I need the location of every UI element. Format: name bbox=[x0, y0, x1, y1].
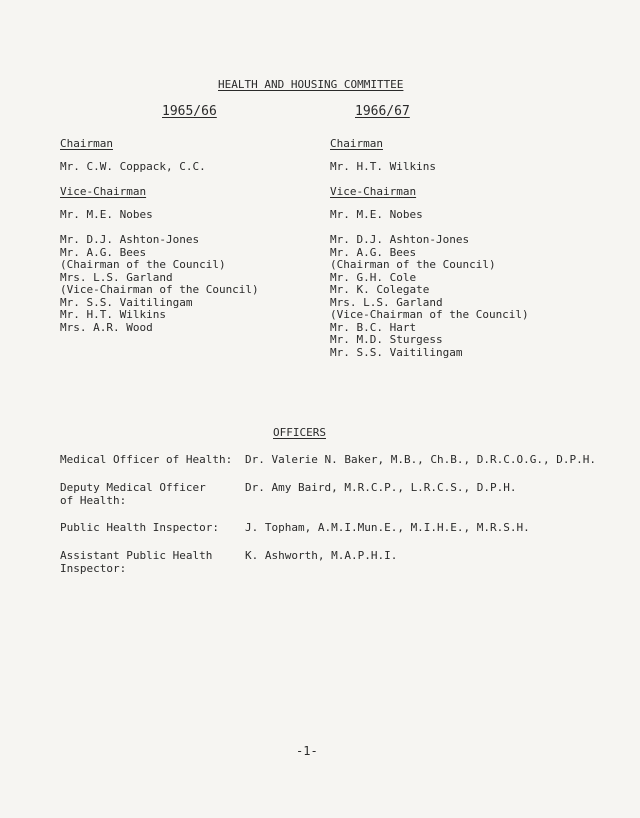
right-member-column bbox=[330, 138, 529, 359]
member-entry: (Chairman of the Council) bbox=[60, 258, 226, 271]
officer-role-line: of Health: bbox=[60, 493, 127, 507]
member-entry: Mr. K. Colegate bbox=[330, 283, 430, 296]
officers-heading: OFFICERS bbox=[273, 426, 326, 439]
officer-role-line: Assistant Public Health bbox=[60, 549, 213, 562]
officer-role bbox=[60, 522, 219, 535]
member-entry: Mr. B.C. Hart bbox=[330, 320, 417, 334]
member-entry: Mr. S.S. Vaitilingam bbox=[330, 345, 463, 359]
member-entry: Mrs. L.S. Garland bbox=[60, 270, 173, 284]
chairman-name: Mr. C.W. Coppack, C.C. bbox=[60, 159, 206, 173]
chairman-heading: Chairman bbox=[60, 137, 113, 150]
member-entry: Mr. H.T. Wilkins bbox=[60, 308, 166, 321]
year-heading-right: 1966/67 bbox=[355, 104, 410, 119]
chairman-name: Mr. H.T. Wilkins bbox=[330, 159, 436, 173]
officer-name: Dr. Valerie N. Baker, M.B., Ch.B., D.R.C.O.G., D.P.H. bbox=[245, 453, 596, 466]
member-entry: Mr. M.D. Sturgess bbox=[330, 333, 443, 346]
officer-name: J. Topham, A.M.I.Mun.E., M.I.H.E., M.R.S.H. bbox=[245, 521, 530, 534]
member-entry: Mrs. A.R. Wood bbox=[60, 320, 153, 334]
member-entry: Mrs. L.S. Garland bbox=[330, 295, 443, 309]
member-entry: (Vice-Chairman of the Council) bbox=[60, 283, 259, 296]
member-entry: Mr. A.G. Bees bbox=[330, 245, 417, 259]
vice-chairman-heading: Vice-Chairman bbox=[330, 185, 417, 198]
member-entry: (Chairman of the Council) bbox=[330, 258, 496, 271]
left-member-column bbox=[60, 138, 259, 334]
committee-title: HEALTH AND HOUSING COMMITTEE bbox=[218, 78, 404, 91]
officer-role-line: Inspector: bbox=[60, 561, 127, 575]
officer-role bbox=[60, 482, 206, 507]
page-number: -1- bbox=[296, 744, 318, 758]
officer-role-line: Public Health Inspector: bbox=[60, 521, 219, 534]
member-entry: Mr. D.J. Ashton-Jones bbox=[330, 233, 470, 246]
officer-name: Dr. Amy Baird, M.R.C.P., L.R.C.S., D.P.H. bbox=[245, 481, 517, 494]
officer-role-line: Deputy Medical Officer bbox=[60, 481, 206, 494]
member-entry: Mr. S.S. Vaitilingam bbox=[60, 295, 193, 309]
officer-role-line: Medical Officer of Health: bbox=[60, 453, 233, 466]
member-entry: Mr. G.H. Cole bbox=[330, 270, 417, 284]
member-list bbox=[330, 234, 529, 359]
officer-name: K. Ashworth, M.A.P.H.I. bbox=[245, 549, 398, 562]
year-heading-left: 1965/66 bbox=[162, 104, 217, 119]
vice-chairman-heading: Vice-Chairman bbox=[60, 185, 147, 198]
member-entry: Mr. A.G. Bees bbox=[60, 245, 147, 259]
officer-role bbox=[60, 550, 212, 575]
member-entry: (Vice-Chairman of the Council) bbox=[330, 308, 529, 321]
officer-role bbox=[60, 454, 232, 467]
member-list bbox=[60, 234, 259, 334]
vice-chairman-name: Mr. M.E. Nobes bbox=[60, 207, 153, 221]
chairman-heading: Chairman bbox=[330, 137, 383, 150]
vice-chairman-name: Mr. M.E. Nobes bbox=[330, 207, 423, 221]
member-entry: Mr. D.J. Ashton-Jones bbox=[60, 233, 200, 246]
